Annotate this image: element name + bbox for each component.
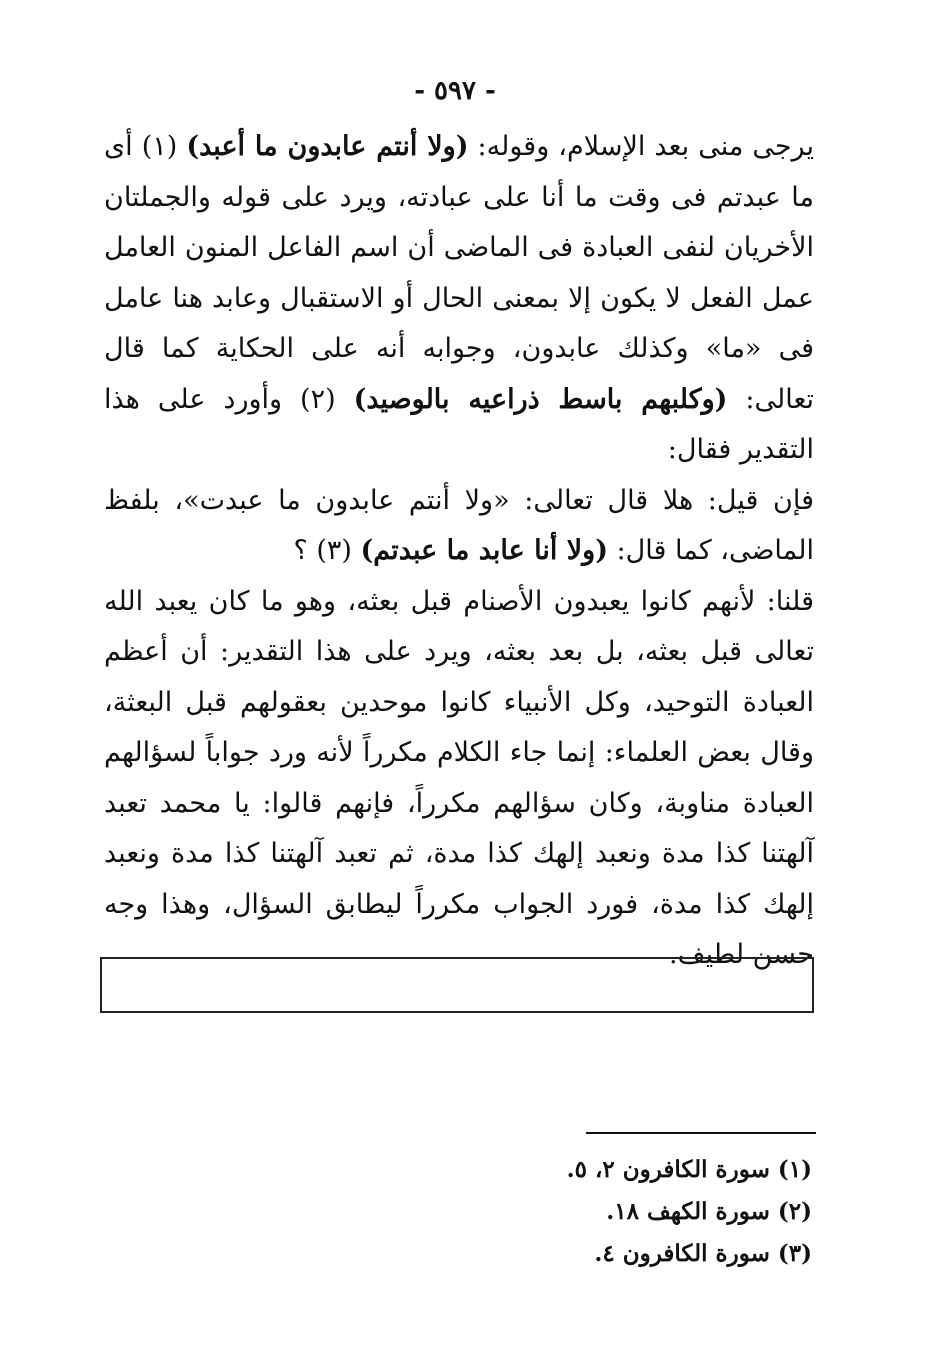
footnote-divider xyxy=(586,1132,816,1134)
text-segment: (٢) وأورد على هذا التقدير فقال: xyxy=(104,383,814,465)
text-segment: (١) أى ما عبدتم فى وقت ما أنا على عبادته، ويرد على قوله والجملتان الأخريان لنفى العبادة فى الماضى أن اسم الفاعل المنون العامل عمل الفعل لا يكون إلا بمعنى الحال أو الاستقبال وعابد هنا عامل فى «ما» وكذلك عابدون، وجوابه أنه على الحكاية كما قال تعالى: xyxy=(104,131,814,415)
paragraph xyxy=(104,577,814,981)
paragraph xyxy=(104,122,814,476)
footnotes xyxy=(420,1149,812,1275)
footnote-1: (١) سورة الكافرون ٢، ٥. xyxy=(566,1156,812,1183)
text-segment: قلنا: لأنهم كانوا يعبدون الأصنام قبل بعثه، وهو ما كان يعبد الله تعالى قبل بعثه، بل بعد بعثه، ويرد على هذا التقدير: أن أعظم العبادة التوحيد، وكل الأنبياء كانوا موحدين بعقولهم قبل البعثة، وقال بعض العلماء: إنما جاء الكلام مكرراً لأنه ورد جواباً لسؤالهم العبادة مناوبة، وكان سؤالهم مكرراً، فإنهم قالوا: يا محمد تعبد آلهتنا كذا مدة ونعبد إلهك كذا مدة، ثم تعبد آلهتنا كذا مدة ونعبد إلهك كذا مدة، فورد الجواب مكرراً ليطابق السؤال، وهذا وجه حسن لطيف. xyxy=(104,585,814,970)
footnote-2: (٢) سورة الكهف ١٨. xyxy=(606,1198,812,1225)
paragraph xyxy=(104,476,814,577)
main-text xyxy=(104,122,814,981)
footnote-3: (٣) سورة الكافرون ٤. xyxy=(594,1240,812,1267)
text-segment: (٣) ؟ xyxy=(293,535,361,566)
quran-quote: (ولا أنتم عابدون ما أعبد) xyxy=(186,131,469,162)
text-segment: فإن قيل: هلا قال تعالى: «ولا أنتم عابدون ما عبدت»، بلفظ الماضى، كما قال: xyxy=(104,484,814,566)
text-segment: يرجى منى بعد الإسلام، وقوله: xyxy=(468,131,814,162)
page-number: - ٥٩٧ - xyxy=(414,76,496,106)
quran-quote: (ولا أنا عابد ما عبدتم) xyxy=(360,535,608,566)
quran-quote: (وكلبهم باسط ذراعيه بالوصيد) xyxy=(353,383,728,415)
empty-frame xyxy=(100,957,814,1013)
